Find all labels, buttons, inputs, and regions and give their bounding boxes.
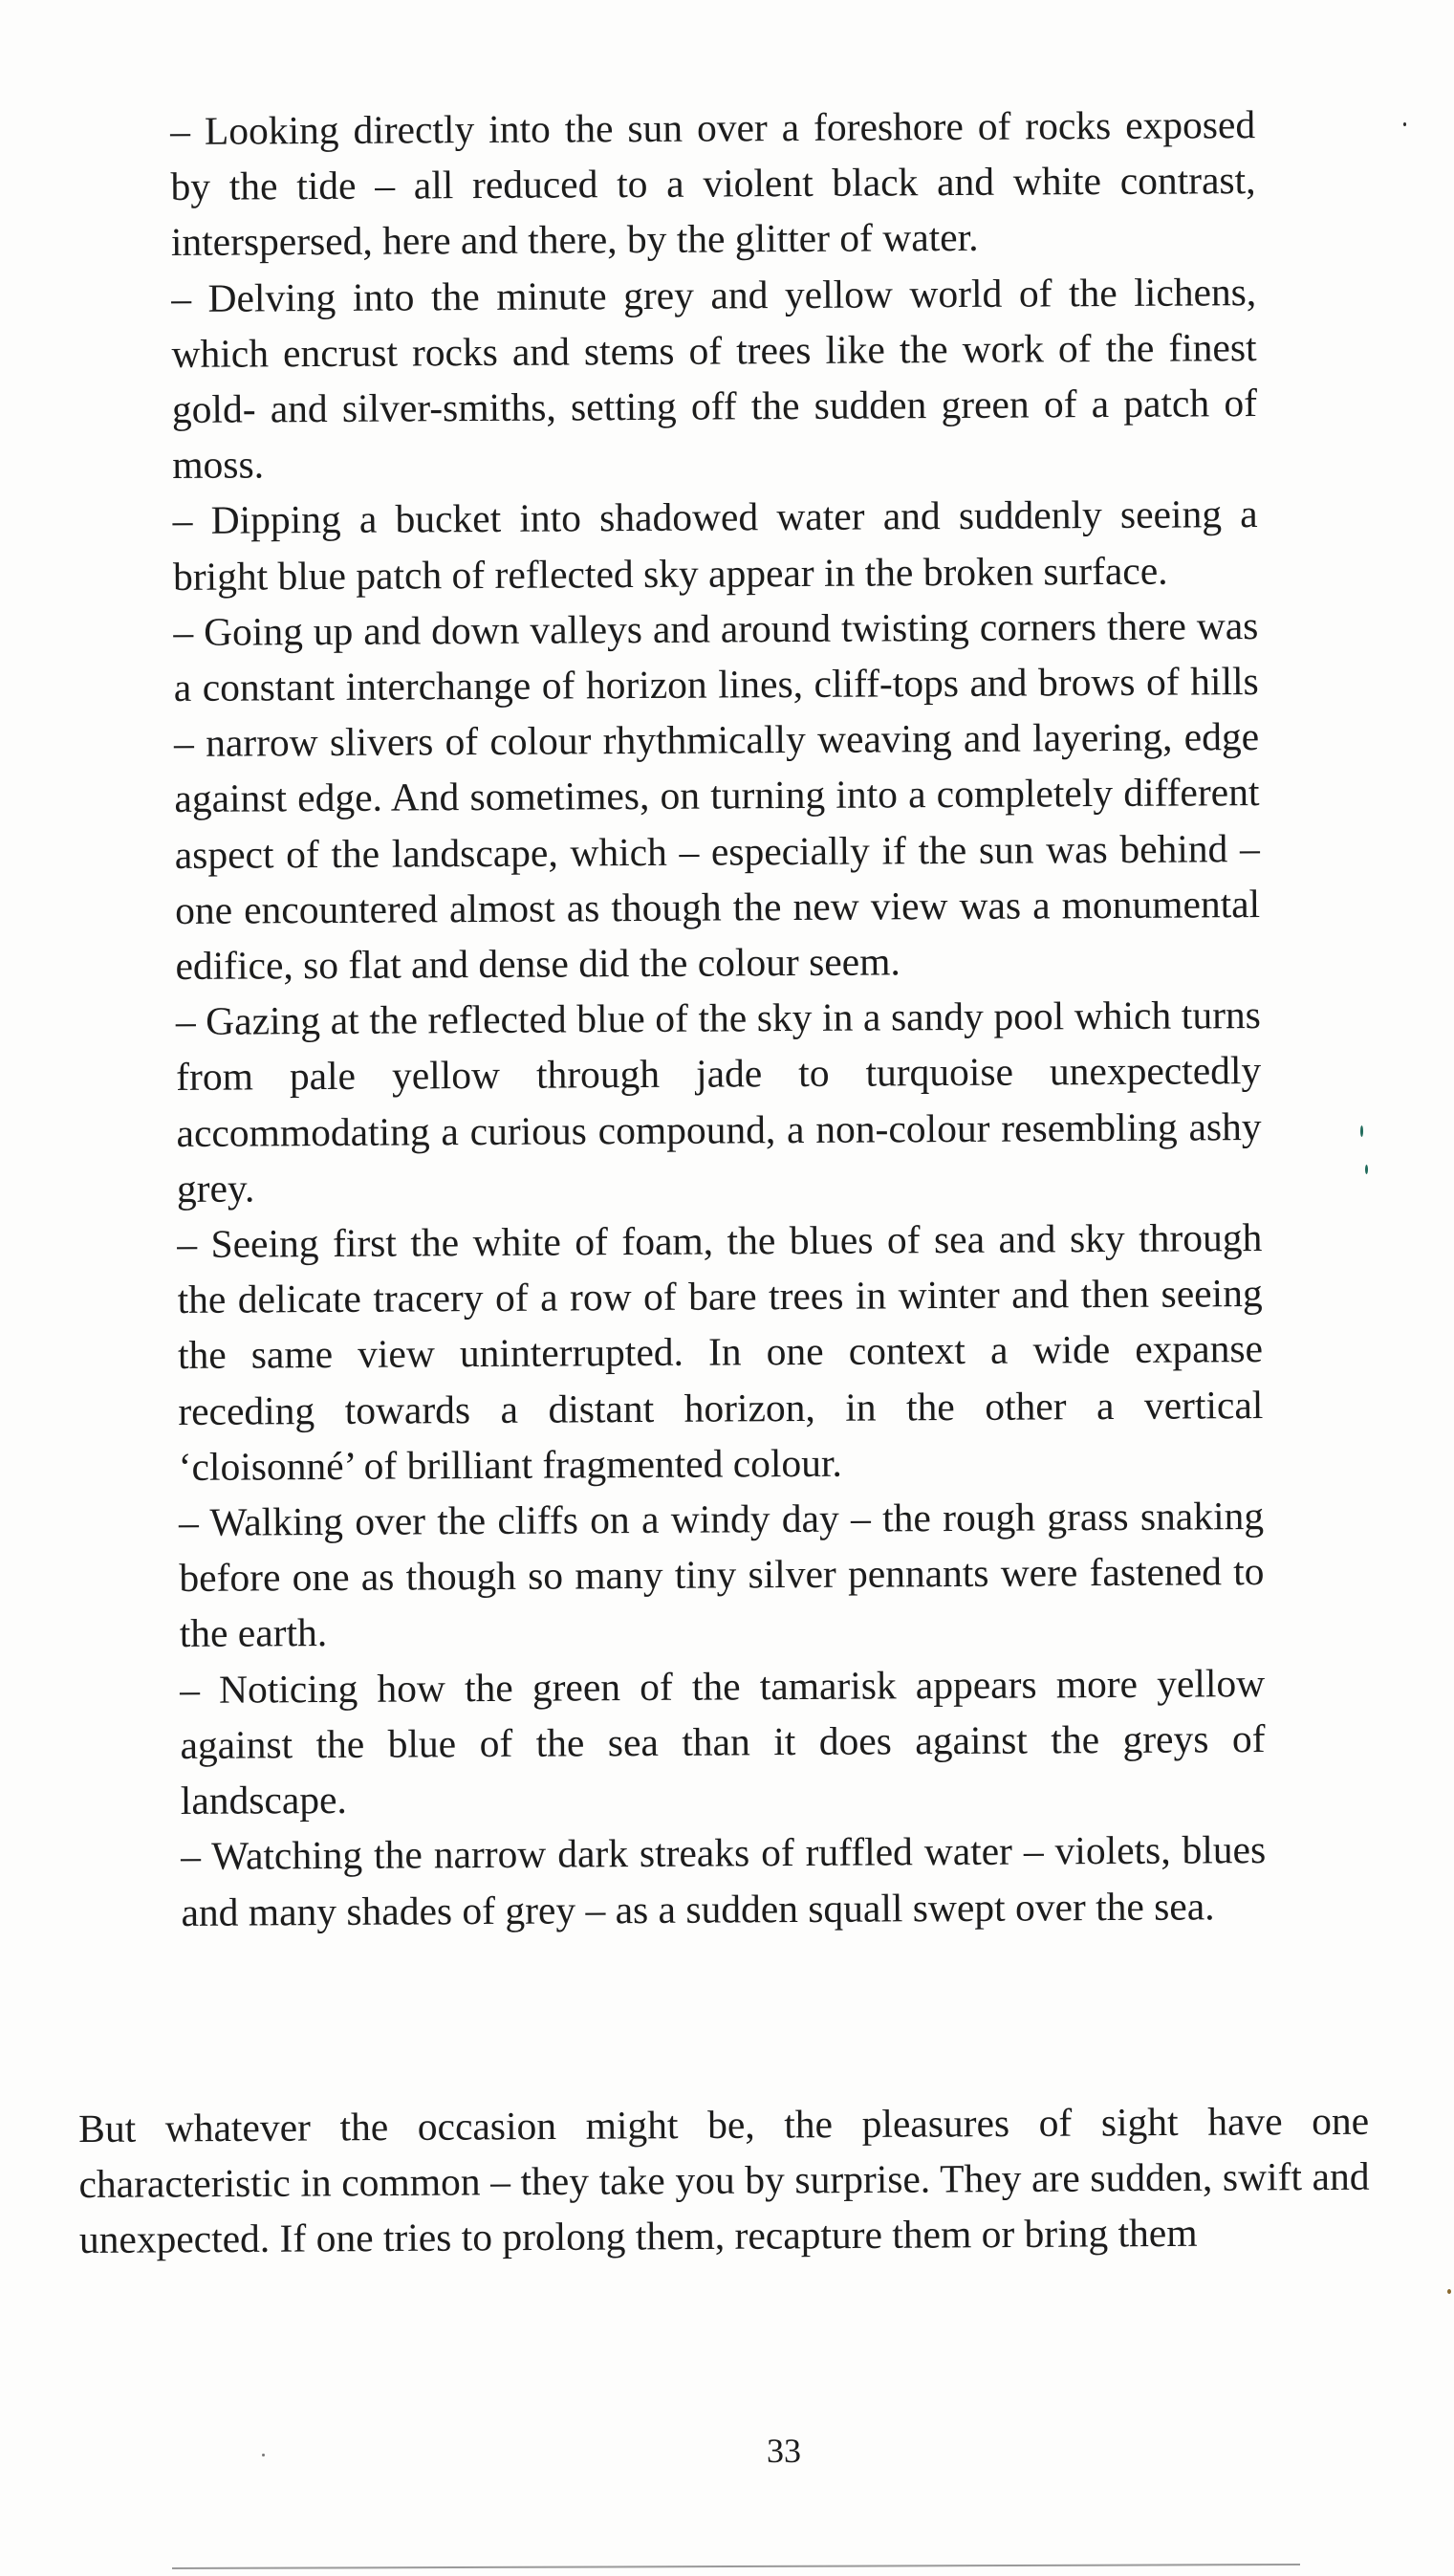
paragraph-cliffs-windy: – Walking over the cliffs on a windy day – the rough grass snaking before one as though so many tiny silver pennants were fastened to the earth. (178, 1494, 1265, 1656)
scan-speck (1365, 1165, 1368, 1174)
paragraph-sandy-pool: – Gazing at the reflected blue of the sky in a sandy pool which turns from pale yellow through jade to turquoise unexpectedly accommodating a curious compound, a non-colour resembling ashy grey. (175, 993, 1262, 1211)
closing-text: But whatever the occasion might be, the pleasures of sight have one characteristic in common – they take you by surprise. They are sudden, swift and unexpected. If one tries to prolong them, recapture them or bring them (78, 2098, 1370, 2261)
closing-paragraph (78, 2093, 1370, 2267)
paragraph-lichens: – Delving into the minute grey and yellow world of the lichens, which encrust rocks and stems of trees like the work of the finest gold- and silver-smiths, setting off the sudden green of a patch of moss. (171, 269, 1258, 488)
paragraph-valleys: – Going up and down valleys and around twisting corners there was a constant interchange of horizon lines, cliff-tops and brows of hills – narrow slivers of colour rhythmically weaving and layering, edge against edge. And sometimes, on turning into a completely different aspect of the landscape, which – especially if the sun was behind – one encountered almost as though the new view was a monumental edifice, so flat and dense did the colour seem. (173, 602, 1261, 989)
observation-list (170, 97, 1267, 1940)
paragraph-sun-over-rocks: – Looking directly into the sun over a foreshore of rocks exposed by the tide – all reduced to a violent black and white contrast, interspersed, here and there, by the glitter of water. (170, 102, 1256, 265)
scan-speck (1403, 122, 1406, 126)
scan-speck (1360, 1125, 1363, 1137)
scan-edge-line (172, 2564, 1300, 2569)
scan-speck (1447, 2289, 1451, 2294)
paragraph-squall: – Watching the narrow dark streaks of ruffled water – violets, blues and many shades of grey – as a sudden squall swept over the sea. (181, 1827, 1267, 1934)
paragraph-bucket: – Dipping a bucket into shadowed water and suddenly seeing a bright blue patch of reflected sky appear in the broken surface. (172, 491, 1258, 599)
paragraph-foam-trees: – Seeing first the white of foam, the blues of sea and sky through the delicate tracery of a row of bare trees in winter and then seeing the same view uninterrupted. In one context a wide expanse receding towards a distant horizon, in the other a vertical ‘cloisonné’ of brilliant fragmented colour. (177, 1215, 1264, 1489)
scan-speck (262, 2454, 265, 2456)
paragraph-tamarisk: – Noticing how the green of the tamarisk appears more yellow against the blue of the sea than it does against the greys of landscape. (179, 1660, 1266, 1823)
page-number: 33 (767, 2432, 801, 2470)
